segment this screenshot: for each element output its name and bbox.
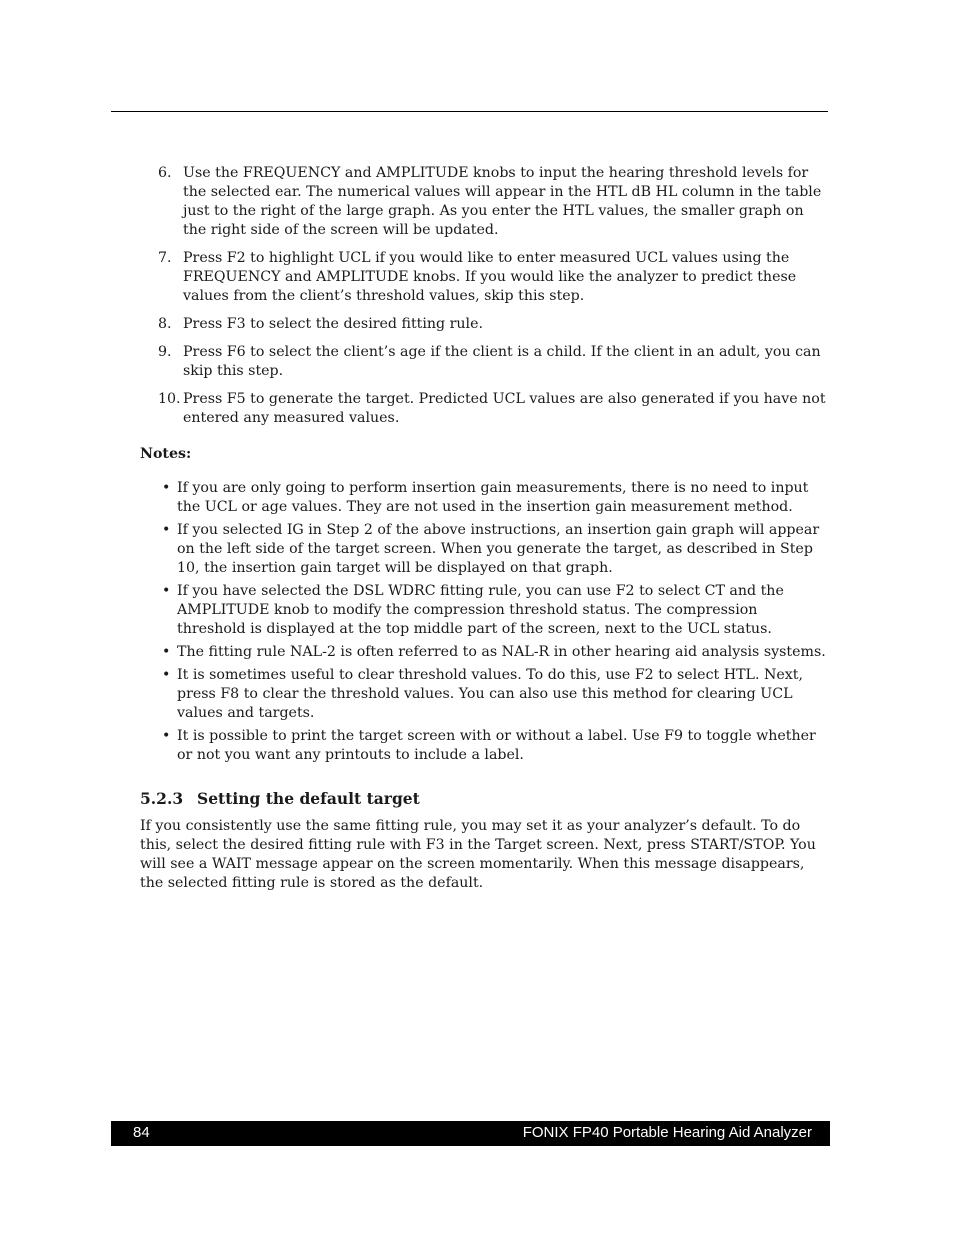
- step-number: 6.: [158, 165, 172, 181]
- note-text: If you have selected the DSL WDRC fitting rule, you can use F2 to select CT and the AMPLITUDE knob to modify the compression threshold status. The compression threshold is displayed at the top middle part of the screen, next to the UCL status.: [177, 583, 784, 637]
- list-item: [140, 666, 830, 723]
- note-text: It is possible to print the target screen with or without a label. Use F9 to toggle whether or not you want any printouts to include a label.: [177, 728, 816, 763]
- page-content: [140, 164, 830, 893]
- section-number: 5.2.3: [140, 789, 184, 808]
- notes-list: [140, 479, 830, 765]
- step-number: 9.: [158, 344, 172, 360]
- list-item: [140, 249, 830, 306]
- step-number: 10.: [158, 391, 181, 407]
- list-item: [140, 479, 830, 517]
- note-text: The fitting rule NAL-2 is often referred to as NAL-R in other hearing aid analysis systems.: [177, 644, 826, 660]
- note-text: If you are only going to perform insertion gain measurements, there is no need to input the UCL or age values. They are not used in the insertion gain measurement method.: [177, 480, 809, 515]
- list-item: [140, 164, 830, 240]
- note-text: If you selected IG in Step 2 of the above instructions, an insertion gain graph will appear on the left side of the target screen. When you generate the target, as described in Step 10, the insertion gain target will be displayed on that graph.: [177, 522, 820, 576]
- list-item: [140, 390, 830, 428]
- list-item: [140, 343, 830, 381]
- section-heading: [140, 789, 830, 808]
- note-text: It is sometimes useful to clear threshold values. To do this, use F2 to select HTL. Next, press F8 to clear the threshold values. You can also use this method for clearing UCL values and targets.: [177, 667, 804, 721]
- list-item: [140, 521, 830, 578]
- notes-heading: Notes:: [140, 446, 192, 462]
- list-item: [140, 315, 830, 334]
- bullet-icon: •: [162, 667, 171, 683]
- footer-title: FONIX FP40 Portable Hearing Aid Analyzer: [522, 1124, 812, 1141]
- section-paragraph: If you consistently use the same fitting rule, you may set it as your analyzer’s default. To do this, select the desired fitting rule with F3 in the Target screen. Next, press START/STOP. You will see a WAIT message appear on the screen momentarily. When this message disappears, the selected fitting rule is stored as the default.: [140, 818, 816, 891]
- step-text: Use the FREQUENCY and AMPLITUDE knobs to input the hearing threshold levels for the selected ear. The numerical values will appear in the HTL dB HL column in the table just to the right of the large graph. As you enter the HTL values, the smaller graph on the right side of the screen will be updated.: [183, 165, 822, 238]
- bullet-icon: •: [162, 583, 171, 599]
- step-number: 8.: [158, 316, 172, 332]
- bullet-icon: •: [162, 522, 171, 538]
- section-title: Setting the default target: [197, 789, 420, 808]
- page-number: 84: [133, 1124, 150, 1141]
- bullet-icon: •: [162, 728, 171, 744]
- step-number: 7.: [158, 250, 172, 266]
- header-rule: [111, 111, 828, 112]
- bullet-icon: •: [162, 644, 171, 660]
- bullet-icon: •: [162, 480, 171, 496]
- list-item: [140, 582, 830, 639]
- step-text: Press F3 to select the desired fitting rule.: [183, 316, 484, 332]
- step-text: Press F5 to generate the target. Predicted UCL values are also generated if you have not entered any measured values.: [183, 391, 826, 426]
- list-item: [140, 643, 830, 662]
- footer-bar: [111, 1121, 830, 1146]
- step-text: Press F6 to select the client’s age if the client is a child. If the client in an adult, you can skip this step.: [183, 344, 821, 379]
- step-text: Press F2 to highlight UCL if you would like to enter measured UCL values using the FREQUENCY and AMPLITUDE knobs. If you would like the analyzer to predict these values from the client’s threshold values, skip this step.: [183, 250, 797, 304]
- list-item: [140, 727, 830, 765]
- steps-list: [140, 164, 830, 428]
